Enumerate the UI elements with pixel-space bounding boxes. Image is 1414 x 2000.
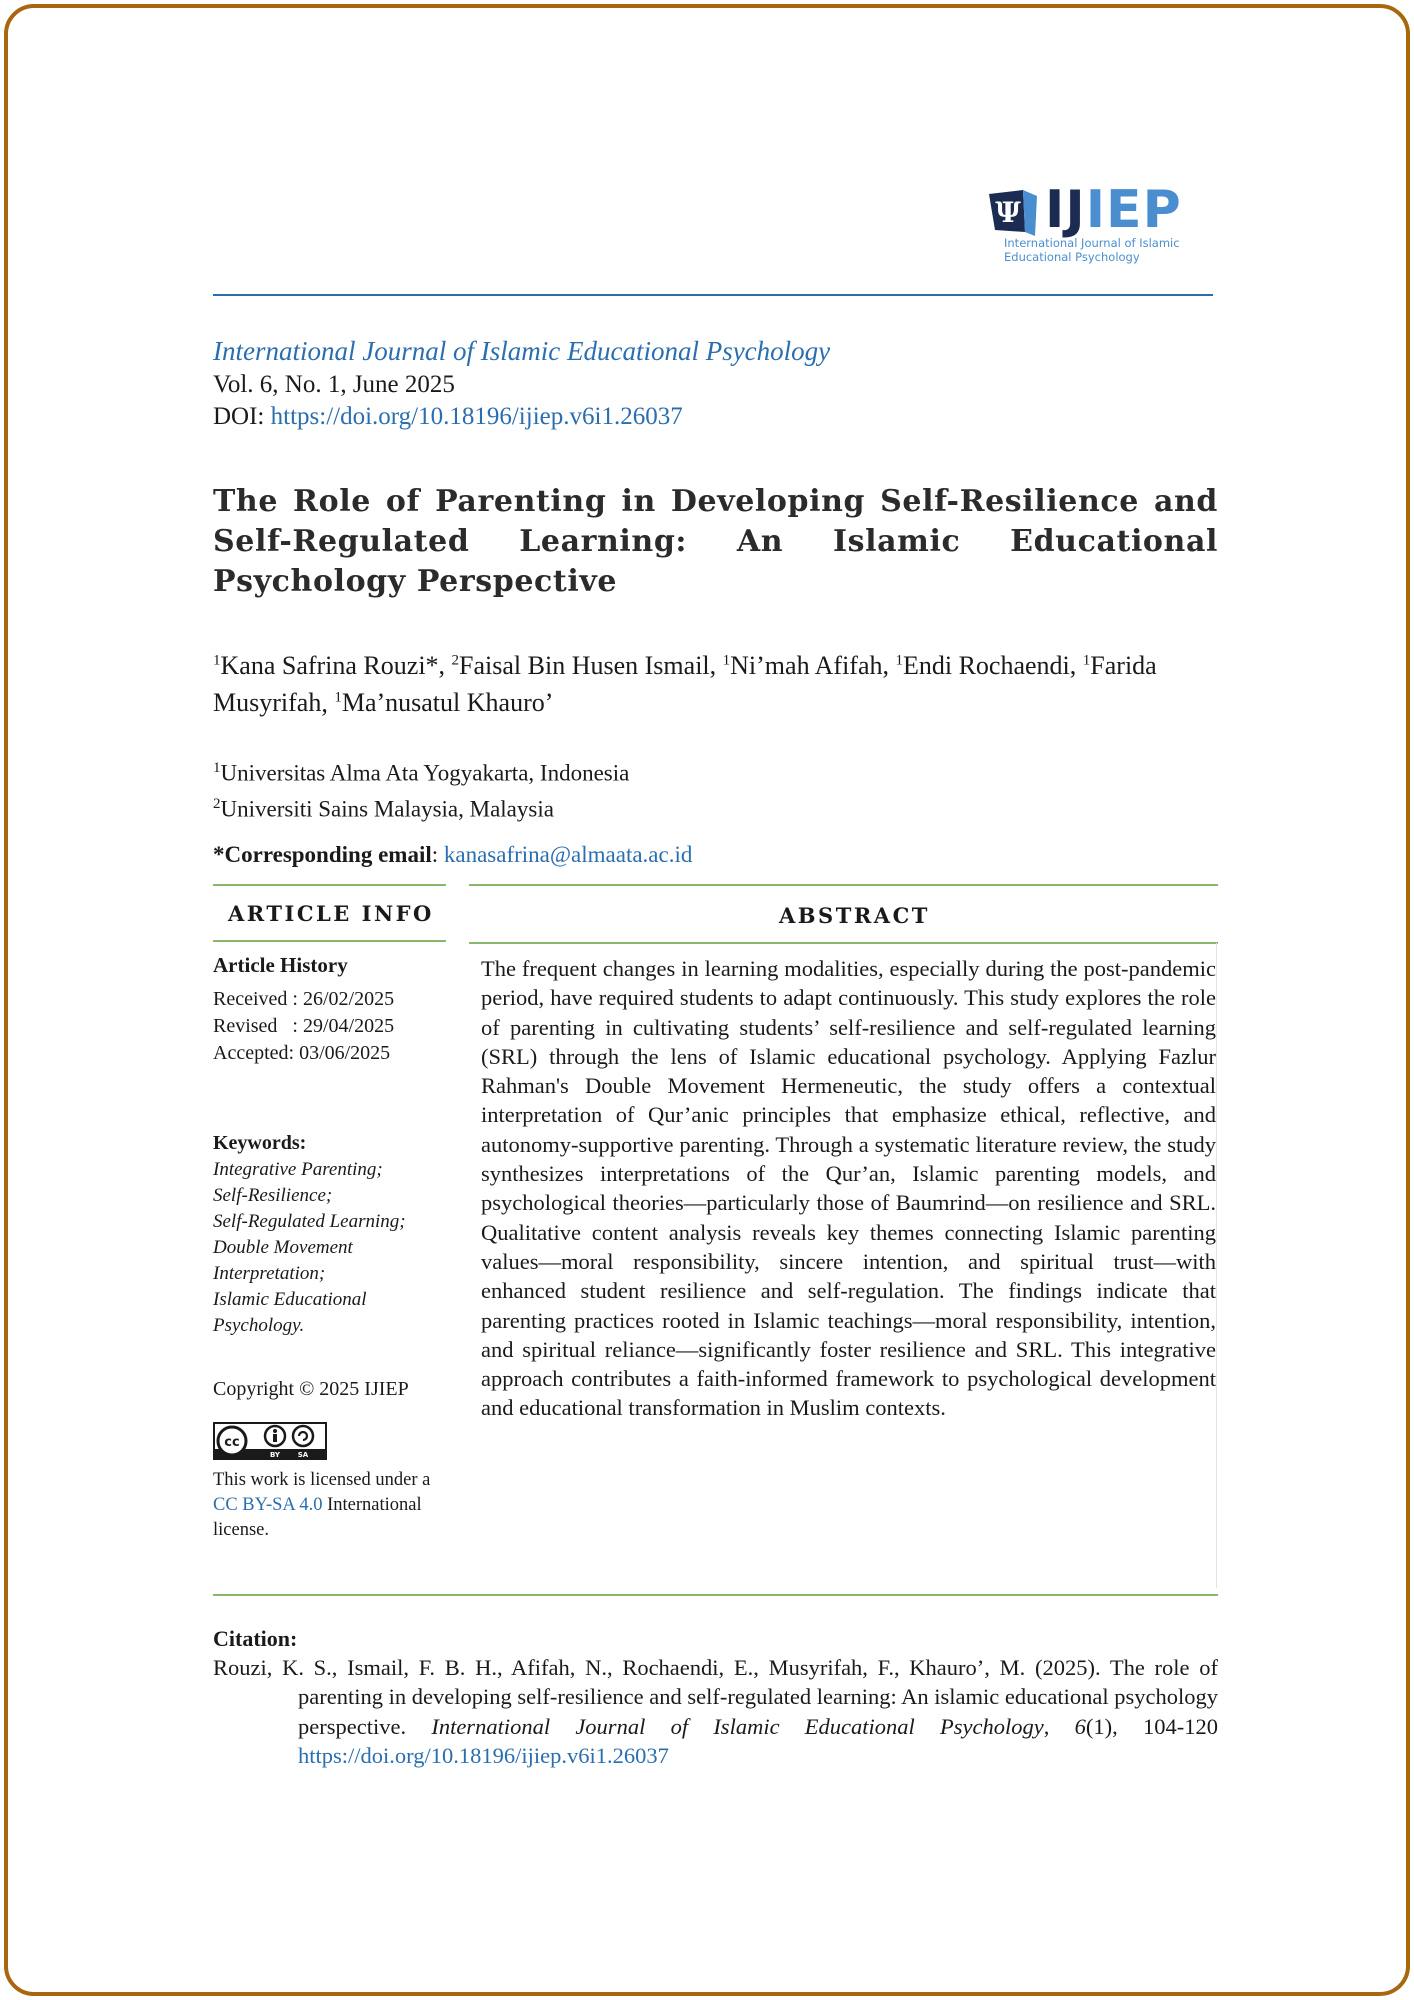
corresponding-email: *Corresponding email: kanasafrina@almaata.ac.id: [213, 842, 693, 867]
author-name: $^1$Farida Musyrifah: [213, 650, 1157, 718]
column-divider: [1216, 943, 1217, 1588]
doi-label: DOI:: [213, 403, 271, 430]
bottom-rule: [213, 1594, 1218, 1596]
doi-link[interactable]: https://doi.org/10.18196/ijiep.v6i1.26037: [270, 403, 683, 430]
citation-volume: 6: [1074, 1713, 1086, 1739]
header-rule: [213, 294, 1213, 296]
keyword: Double Movement: [213, 1237, 353, 1258]
keywords-list: [213, 1157, 453, 1339]
keyword: Self-Resilience;: [213, 1185, 333, 1206]
logo-subtitle-line2: Educational Psychology: [1004, 250, 1140, 264]
keyword: Integrative Parenting;: [213, 1159, 383, 1180]
cc-sa-label: SA: [297, 1451, 309, 1458]
affiliation-2: $^2$Universiti Sains Malaysia, Malaysia: [213, 795, 554, 822]
citation-journal: International Journal of Islamic Educational Psychology: [431, 1713, 1044, 1739]
abstract-heading: ABSTRACT: [779, 903, 930, 928]
affiliations: [213, 753, 629, 824]
keywords-title: Keywords:: [213, 1132, 307, 1154]
author-name: $^1$Endi Rochaendi: [895, 650, 1070, 680]
volume-info: Vol. 6, No. 1, June 2025: [213, 371, 455, 398]
psi-book-icon: [989, 190, 1039, 236]
doi-line: [213, 403, 683, 431]
author-name: $^1$Ni’mah Afifah: [722, 650, 883, 680]
abstract-text: The frequent changes in learning modalities, especially during the post-pandemic period, have required students to adapt continuously. This study explores the role of parenting in cultivating students’ self-resilience and self-regulated learning (SRL) through the lens of Islamic educational psychology. Applying Fazlur Rahman's Double Movement Hermeneutic, the study offers a contextual interpretation of Qur’anic principles that emphasize ethical, reflective, and autonomy-supportive parenting. Through a systematic literature review, the study synthesizes interpretations of the Qur’an, Islamic parenting models, and psychological theories—particularly those of Baumrind—on resilience and SRL. Qualitative content analysis reveals key themes connecting Islamic parenting values—moral responsibility, sincere intention, and spiritual trust—with enhanced student resilience and self-regulation. The findings indicate that parenting practices rooted in Islamic teachings—moral responsibility, intention, and spiritual reliance—significantly foster resilience and SRL. This integrative approach contributes a faith-informed framework to psychological development and educational transformation in Muslim contexts.: [481, 956, 1216, 1421]
corresponding-label: *Corresponding email: [213, 842, 432, 867]
keyword: Islamic Educational: [213, 1289, 367, 1310]
affiliation-1: $^1$Universitas Alma Ata Yogyakarta, Indonesia: [213, 760, 630, 786]
copyright-notice: Copyright © 2025 IJIEP: [213, 1378, 409, 1400]
author-name: $^2$Faisal Bin Husen Ismail: [451, 650, 710, 680]
journal-logo: [989, 180, 1409, 276]
citation-heading: Citation:: [213, 1626, 298, 1651]
author-name: $^1$Ma’nusatul Khauro’: [334, 688, 554, 718]
article-history-title: Article History: [213, 953, 348, 977]
keyword: Psychology.: [213, 1315, 305, 1336]
citation-doi-link[interactable]: https://doi.org/10.18196/ijiep.v6i1.26037: [298, 1742, 669, 1768]
author-name: $^1$Kana Safrina Rouzi*: [213, 650, 439, 680]
revised-date: Revised : 29/04/2025: [213, 1015, 395, 1037]
keyword: Interpretation;: [213, 1263, 326, 1284]
svg-text:Ψ: Ψ: [995, 196, 1021, 229]
article-info-bottom-rule: [213, 940, 446, 942]
logo-subtitle-line1: International Journal of Islamic: [1004, 236, 1180, 250]
abstract-top-rule: [469, 884, 1218, 886]
article-info-heading: ARTICLE INFO: [228, 901, 434, 926]
logo-subtitle: [1004, 236, 1180, 264]
cc-by-sa-badge-icon[interactable]: [213, 1422, 327, 1460]
article-info-top-rule: [213, 884, 446, 886]
logo-ij: IJ: [1045, 180, 1086, 240]
logo-wordmark: [1045, 180, 1182, 240]
paper-title: The Role of Parenting in Developing Self-Resilience and Self-Regulated Learning: An Islamic Educational Psychology Perspective: [213, 484, 1218, 599]
journal-name: International Journal of Islamic Educational Psychology: [213, 336, 831, 366]
license-notice: This work is licensed under a CC BY-SA 4.0 International license.: [213, 1470, 431, 1540]
author-list: $^1$Kana Safrina Rouzi*, $^2$Faisal Bin Husen Ismail, $^1$Ni’mah Afifah, $^1$Endi Rochaendi, $^1$Farida Musyrifah, $^1$Ma’nusatul Khauro’: [213, 650, 1157, 718]
article-history: [213, 986, 394, 1067]
svg-text:cc: cc: [224, 1435, 240, 1450]
cc-by-label: BY: [269, 1451, 281, 1458]
abstract-bottom-rule: [469, 942, 1218, 944]
email-link[interactable]: kanasafrina@almaata.ac.id: [443, 842, 693, 867]
citation-text: Rouzi, K. S., Ismail, F. B. H., Afifah, N., Rochaendi, E., Musyrifah, F., Khauro’, M. (2025). The role of parenting in developing self-resilience and self-regulated learning: An islamic educational psychology perspective. International Journal of Islamic Educational Psychology, 6(1), 104-120 https://doi.org/10.18196/ijiep.v6i1.26037: [213, 1655, 1219, 1768]
accepted-date: Accepted: 03/06/2025: [213, 1042, 391, 1064]
logo-iep: IEP: [1085, 180, 1182, 240]
received-date: Received : 26/02/2025: [213, 988, 395, 1010]
license-link[interactable]: CC BY-SA 4.0: [213, 1495, 323, 1515]
keyword: Self-Regulated Learning;: [213, 1211, 406, 1232]
page-frame: [4, 4, 1410, 1996]
